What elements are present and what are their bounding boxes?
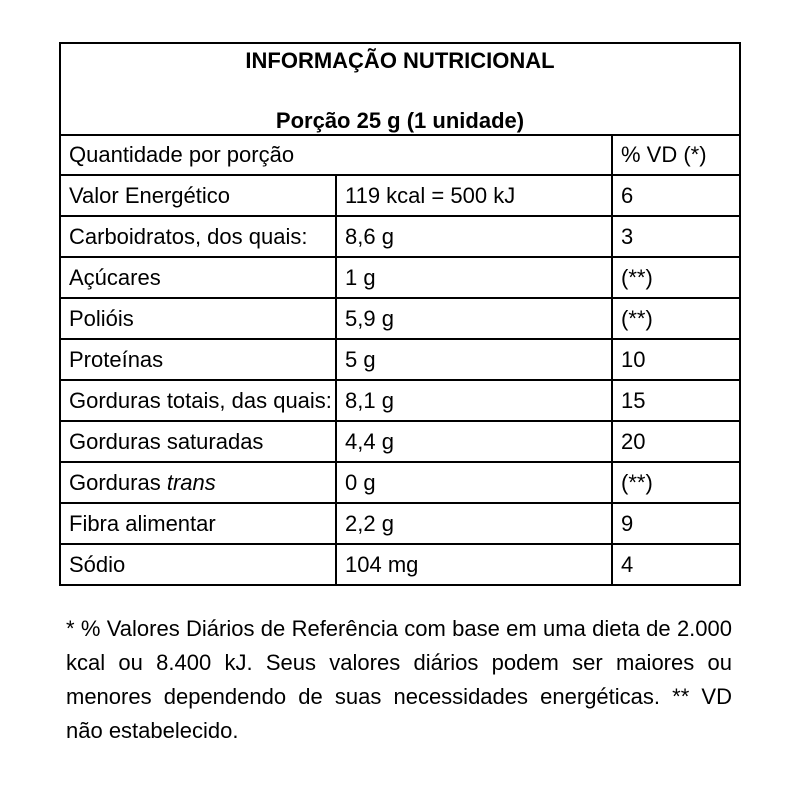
nutrient-vd: 15 [612, 380, 740, 421]
nutrient-vd: 20 [612, 421, 740, 462]
nutrient-amount: 8,1 g [336, 380, 612, 421]
nutrition-title: INFORMAÇÃO NUTRICIONAL [245, 48, 555, 73]
table-row [60, 462, 740, 503]
nutrient-amount: 1 g [336, 257, 612, 298]
table-row [60, 380, 740, 421]
nutrient-name: Proteínas [60, 339, 336, 380]
nutrient-name: Sódio [60, 544, 336, 585]
table-row [60, 421, 740, 462]
nutrient-amount: 4,4 g [336, 421, 612, 462]
footnote: * % Valores Diários de Referência com base em uma dieta de 2.000 kcal ou 8.400 kJ. Seus valores diários podem ser maiores ou menores dependendo de suas necessidades energéticas. ** VD não estabelecido. [66, 616, 732, 743]
nutrient-vd: 3 [612, 216, 740, 257]
nutrient-name: Açúcares [60, 257, 336, 298]
nutrient-name-italic: trans [166, 470, 216, 495]
table-header-row [60, 135, 740, 175]
nutrient-amount: 5,9 g [336, 298, 612, 339]
table-row [60, 503, 740, 544]
nutrition-table [59, 134, 741, 586]
nutrient-name: Polióis [60, 298, 336, 339]
table-row [60, 339, 740, 380]
nutrient-amount: 2,2 g [336, 503, 612, 544]
nutrient-vd: 4 [612, 544, 740, 585]
nutrient-vd: (**) [612, 257, 740, 298]
nutrient-name: Fibra alimentar [60, 503, 336, 544]
table-row [60, 216, 740, 257]
nutrient-name [60, 462, 336, 503]
nutrient-amount: 8,6 g [336, 216, 612, 257]
table-row [60, 257, 740, 298]
nutrient-name: Valor Energético [60, 175, 336, 216]
nutrient-name: Gorduras saturadas [60, 421, 336, 462]
quantity-header: Quantidade por porção [60, 135, 612, 175]
nutrient-vd: 10 [612, 339, 740, 380]
nutrient-amount: 5 g [336, 339, 612, 380]
nutrition-header [59, 42, 741, 134]
vd-header: % VD (*) [612, 135, 740, 175]
nutrient-vd: (**) [612, 462, 740, 503]
nutrient-vd: 6 [612, 175, 740, 216]
nutrient-amount: 104 mg [336, 544, 612, 585]
nutrition-facts-panel [59, 42, 741, 586]
nutrient-amount: 0 g [336, 462, 612, 503]
nutrient-amount: 119 kcal = 500 kJ [336, 175, 612, 216]
nutrient-name: Carboidratos, dos quais: [60, 216, 336, 257]
table-row [60, 175, 740, 216]
nutrient-name: Gorduras totais, das quais: [60, 380, 336, 421]
nutrient-name-prefix: Gorduras [69, 470, 167, 495]
table-row [60, 298, 740, 339]
portion-size: Porção 25 g (1 unidade) [275, 108, 525, 133]
nutrient-vd: 9 [612, 503, 740, 544]
table-row [60, 544, 740, 585]
nutrient-vd: (**) [612, 298, 740, 339]
